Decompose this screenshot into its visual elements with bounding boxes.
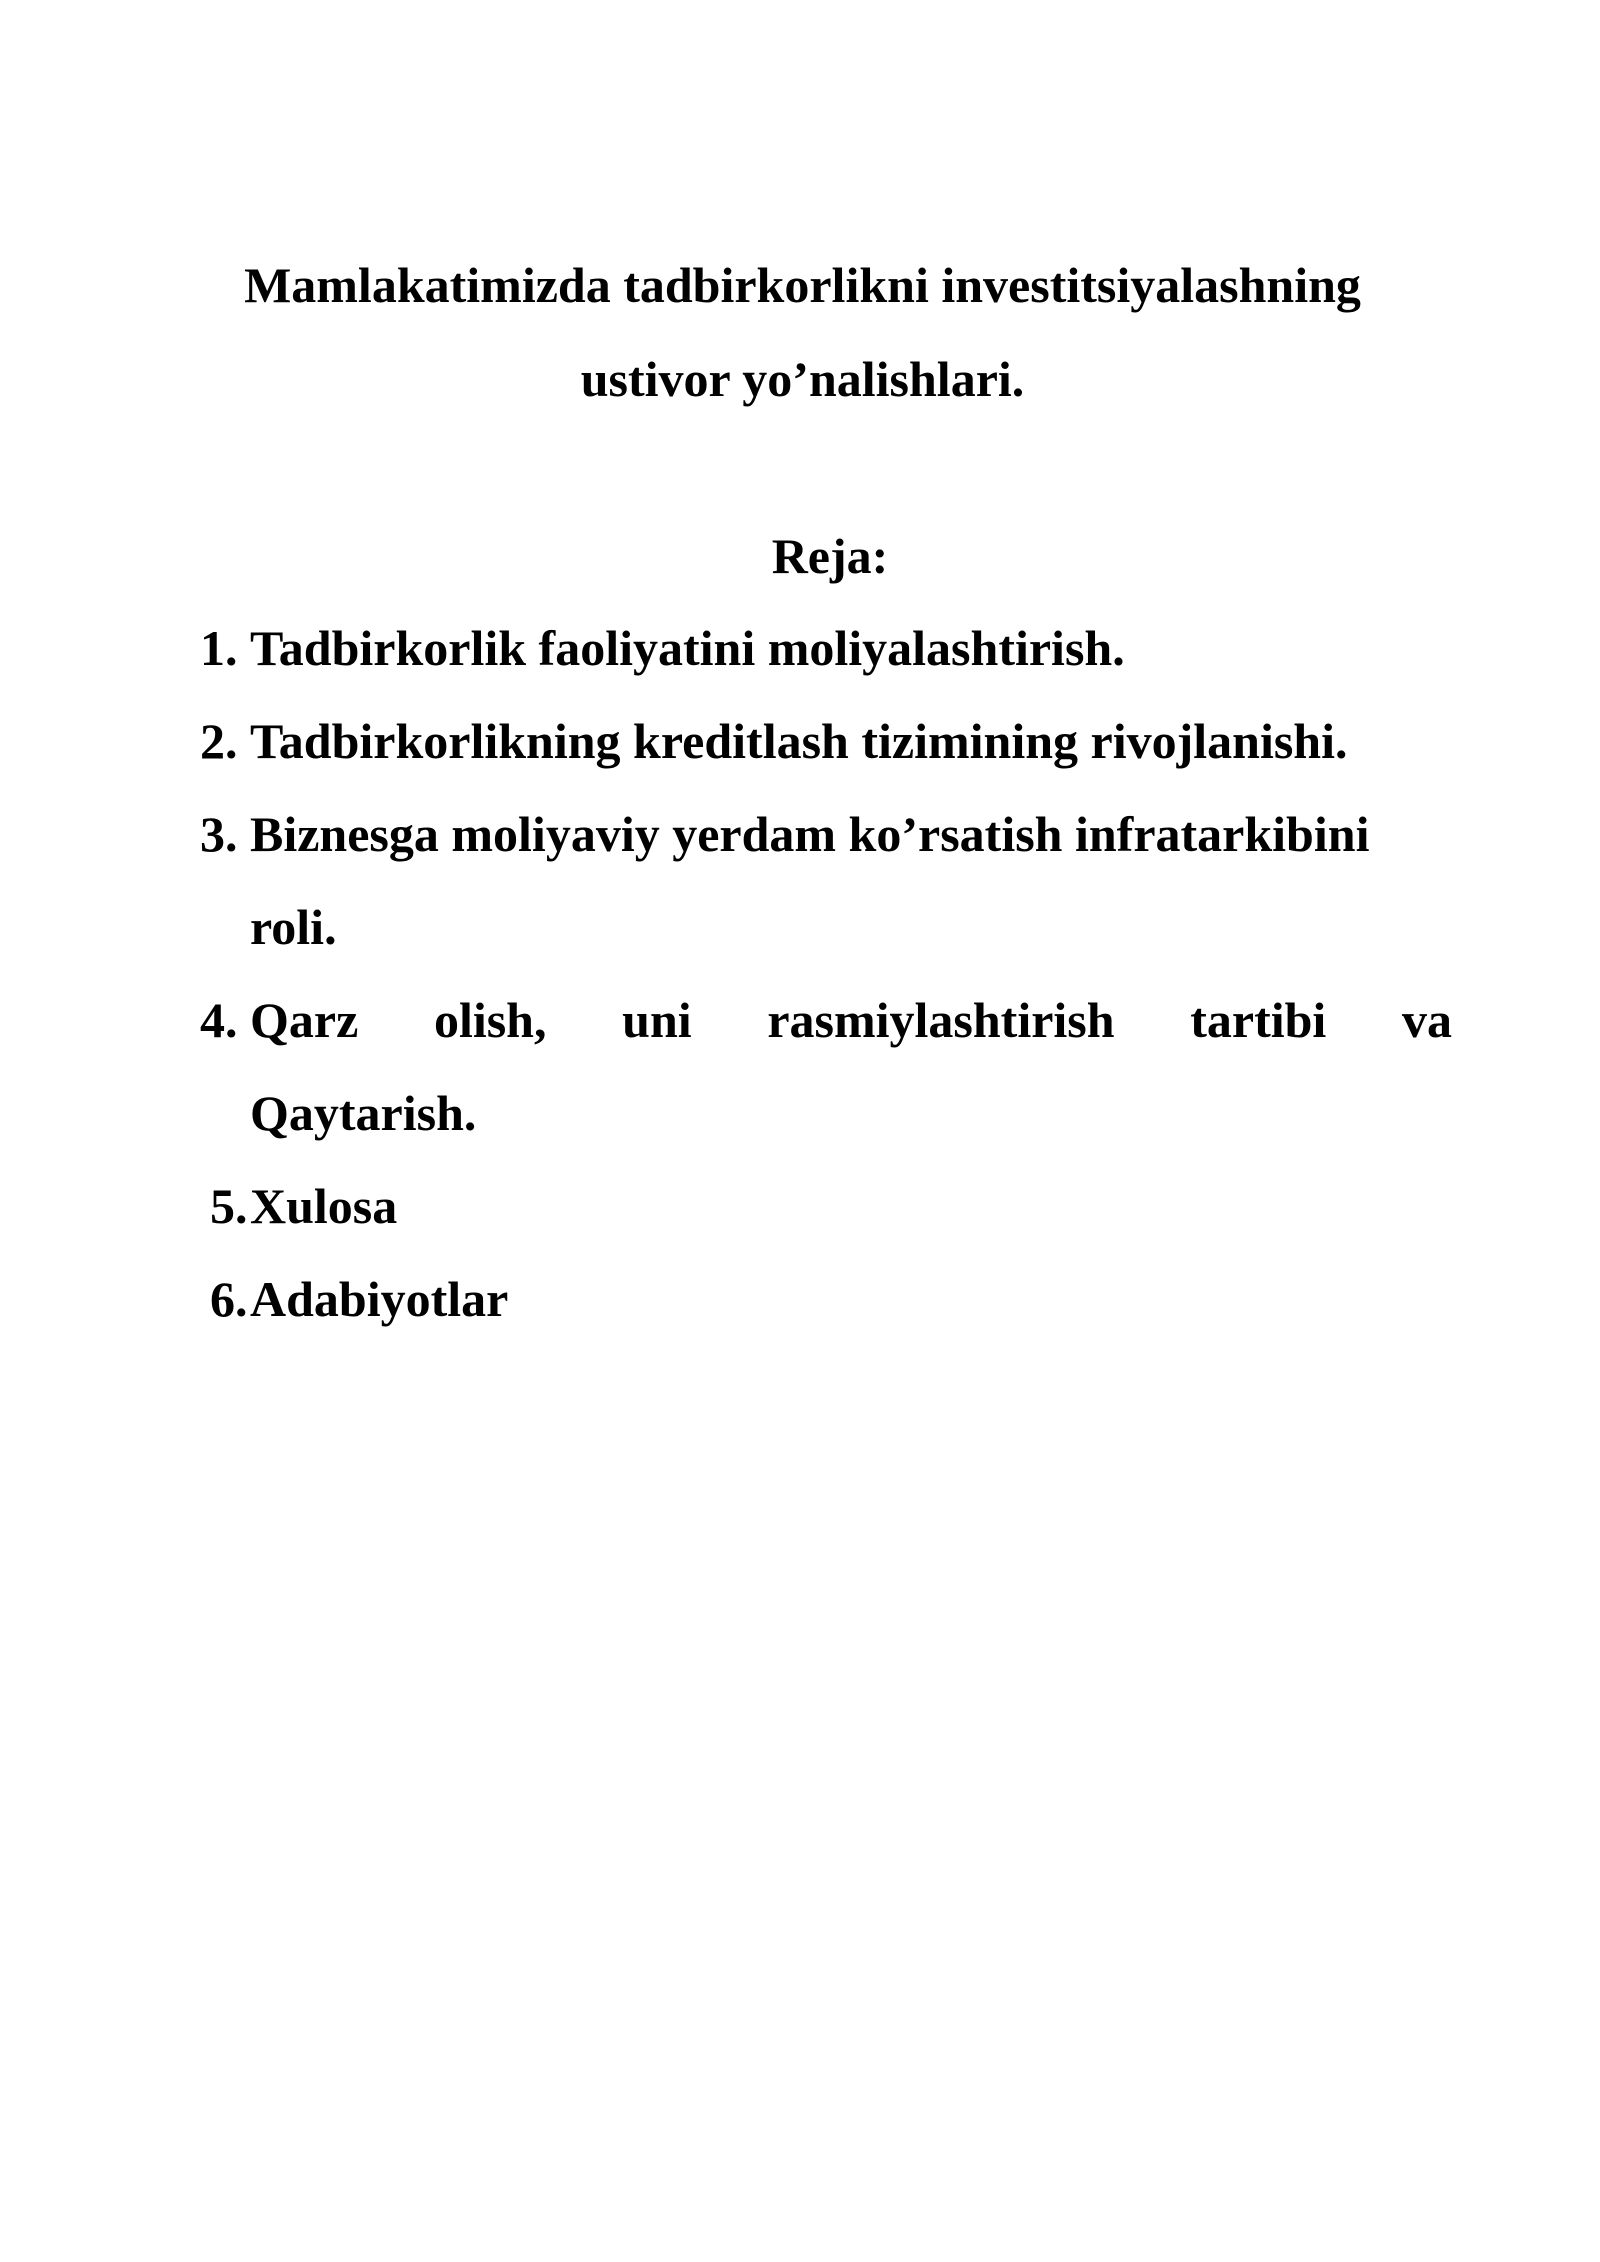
- plan-item-word: uni: [622, 992, 692, 1048]
- plan-item-word: va: [1401, 992, 1452, 1048]
- plan-item-word: olish,: [433, 992, 547, 1048]
- plan-item-number: 5.: [210, 1178, 248, 1234]
- plan-item-line: Tadbirkorlikning kreditlash tizimining rivojlanishi.: [250, 713, 1348, 769]
- plan-item-text: [250, 695, 1348, 788]
- title-line-2: ustivor yo’nalishlari.: [580, 351, 1025, 407]
- plan-item-line: Biznesga moliyaviy yerdam ko’rsatish infratarkibini: [250, 806, 1370, 862]
- plan-item-text: [250, 974, 1452, 1160]
- plan-item-text: [250, 1160, 397, 1253]
- plan-item-line: Adabiyotlar: [250, 1271, 509, 1327]
- plan-item-line: Xulosa: [250, 1178, 398, 1234]
- plan-item-text: [250, 602, 1125, 695]
- plan-item-line: Tadbirkorlik faoliyatini moliyalashtirish.: [250, 620, 1125, 676]
- plan-item-number: 3.: [200, 806, 238, 862]
- plan-item-line: roli.: [250, 899, 337, 955]
- plan-item-text: [250, 1253, 508, 1346]
- plan-item-number: 6.: [210, 1271, 248, 1327]
- plan-item-number: 1.: [200, 620, 238, 676]
- plan-item-number: 4.: [200, 992, 238, 1048]
- document-title: [200, 238, 1405, 426]
- plan-item-line: Qaytarish.: [250, 1085, 477, 1141]
- plan-item-word: tartibi: [1190, 992, 1327, 1048]
- plan-item-word: rasmiylashtirish: [767, 992, 1115, 1048]
- plan-item-text: [250, 788, 1369, 974]
- plan-heading: Reja:: [771, 528, 889, 584]
- plan-item-line-justified: [250, 974, 1452, 1067]
- plan-item-number: 2.: [200, 713, 238, 769]
- title-line-1: Mamlakatimizda tadbirkorlikni investitsiyalashning: [244, 257, 1361, 313]
- plan-item-word: Qarz: [250, 992, 359, 1048]
